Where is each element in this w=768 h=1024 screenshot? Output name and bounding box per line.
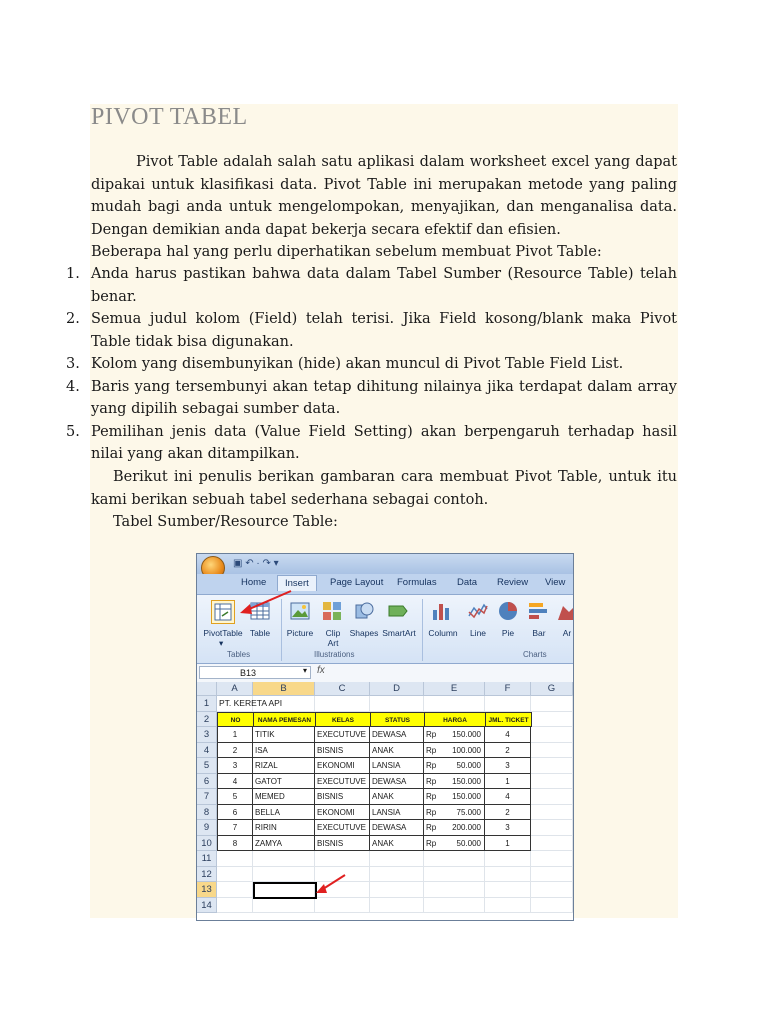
table-cell-name[interactable]: TITIK bbox=[253, 727, 315, 743]
list-number: 2. bbox=[66, 311, 80, 327]
row-header[interactable]: 10 bbox=[197, 836, 217, 852]
table-cell-class[interactable]: EXECUTUVE bbox=[315, 727, 370, 743]
table-cell-no[interactable]: 3 bbox=[217, 758, 253, 774]
list-number: 4. bbox=[66, 378, 80, 395]
table-cell-no[interactable]: 5 bbox=[217, 789, 253, 805]
price-value: 100.000 bbox=[452, 745, 481, 755]
table-header-cell[interactable]: STATUS bbox=[370, 712, 425, 728]
table-cell-no[interactable]: 1 bbox=[217, 727, 253, 743]
table-cell-class[interactable]: EXECUTUVE bbox=[315, 774, 370, 790]
table-cell-status[interactable]: DEWASA bbox=[370, 774, 424, 790]
group-tables-label: Tables bbox=[227, 650, 251, 659]
table-cell-tickets[interactable]: 4 bbox=[485, 727, 531, 743]
table-cell-no[interactable]: 2 bbox=[217, 743, 253, 759]
picture-button[interactable]: Picture bbox=[286, 628, 314, 638]
table-cell-name[interactable]: ISA bbox=[253, 743, 315, 759]
price-value: 150.000 bbox=[452, 792, 481, 801]
tab-formulas[interactable]: Formulas bbox=[397, 577, 437, 588]
row-header[interactable]: 1 bbox=[197, 696, 217, 712]
closing-paragraph: Berikut ini penulis berikan gambaran cara membuat Pivot Table, untuk itu kami berikan sebuah tabel sederhana sebagai contoh. bbox=[91, 469, 677, 508]
table-cell-no[interactable]: 4 bbox=[217, 774, 253, 790]
table-cell-no[interactable]: 7 bbox=[217, 820, 253, 836]
row-header[interactable]: 11 bbox=[197, 851, 217, 867]
currency-label: Rp bbox=[426, 761, 437, 770]
tab-page-layout[interactable]: Page Layout bbox=[330, 577, 384, 588]
row-header[interactable]: 8 bbox=[197, 805, 217, 821]
table-cell-class[interactable]: EKONOMI bbox=[315, 805, 370, 821]
table-cell-status[interactable]: DEWASA bbox=[370, 820, 424, 836]
row-header[interactable]: 2 bbox=[197, 712, 217, 728]
table-cell-class[interactable]: BISNIS bbox=[315, 836, 370, 852]
row-header[interactable]: 14 bbox=[197, 898, 217, 914]
price-value: 50.000 bbox=[456, 761, 481, 770]
table-button[interactable]: Table bbox=[249, 628, 271, 638]
table-caption: Tabel Sumber/Resource Table: bbox=[113, 514, 338, 530]
list-text: Anda harus pastikan bahwa data dalam Tabel Sumber (Resource Table) telah benar. bbox=[91, 266, 677, 305]
group-illustrations-label: Illustrations bbox=[314, 650, 355, 659]
currency-label: Rp bbox=[426, 792, 437, 801]
line-chart-button[interactable]: Line bbox=[469, 628, 487, 638]
tab-insert[interactable]: Insert bbox=[277, 575, 317, 591]
column-header[interactable]: E bbox=[424, 682, 485, 696]
document-title: PIVOT TABEL bbox=[91, 104, 248, 130]
table-cell-no[interactable]: 8 bbox=[217, 836, 253, 852]
table-cell-status[interactable]: ANAK bbox=[370, 743, 424, 759]
red-arrow-cell bbox=[323, 875, 345, 889]
table-cell-name[interactable]: RIRIN bbox=[253, 820, 315, 836]
table-header-cell[interactable]: KELAS bbox=[315, 712, 371, 728]
shapes-button[interactable]: Shapes bbox=[349, 628, 379, 638]
row-header[interactable]: 4 bbox=[197, 743, 217, 759]
column-header[interactable]: F bbox=[485, 682, 531, 696]
intro-paragraph: Pivot Table adalah salah satu aplikasi dalam worksheet excel yang dapat dipakai untuk klasifikasi data. Pivot Table ini merupakan metode yang paling mudah bagi anda untuk mengelompokan, menyajikan, dan menganalisa data. Dengan demikian anda dapat bekerja secara efektif dan efisien. bbox=[91, 154, 677, 238]
lead-paragraph: Beberapa hal yang perlu diperhatikan sebelum membuat Pivot Table: bbox=[91, 244, 602, 260]
price-value: 50.000 bbox=[456, 838, 481, 848]
list-text: Pemilihan jenis data (Value Field Setting) akan berpengaruh terhadap hasil nilai yang akan ditampilkan. bbox=[91, 423, 677, 462]
table-cell-status[interactable]: LANSIA bbox=[370, 758, 424, 774]
currency-label: Rp bbox=[426, 745, 437, 755]
arrow-head-icon bbox=[240, 604, 252, 614]
table-cell-tickets[interactable]: 3 bbox=[485, 758, 531, 774]
column-header[interactable]: A bbox=[217, 682, 253, 696]
company-name-cell[interactable]: PT. KERETA API bbox=[219, 698, 283, 708]
table-cell-class[interactable]: BISNIS bbox=[315, 789, 370, 805]
table-header-cell[interactable]: HARGA bbox=[424, 712, 486, 728]
list-text: Baris yang tersembunyi akan tetap dihitung nilainya jika terdapat dalam array yang dipilih sebagai sumber data. bbox=[91, 378, 677, 417]
tab-view[interactable]: View bbox=[545, 577, 566, 588]
currency-label: Rp bbox=[426, 838, 437, 848]
table-cell-tickets[interactable]: 4 bbox=[485, 789, 531, 805]
row-header[interactable]: 12 bbox=[197, 867, 217, 883]
table-cell-name[interactable]: ZAMYA bbox=[253, 836, 315, 852]
table-cell-name[interactable]: MEMED bbox=[253, 789, 315, 805]
currency-label: Rp bbox=[426, 823, 437, 832]
list-number: 5. bbox=[66, 423, 80, 440]
table-cell-name[interactable]: BELLA bbox=[253, 805, 315, 821]
table-header-cell[interactable]: NO bbox=[217, 712, 254, 728]
list-number: 1. bbox=[66, 266, 80, 282]
art-label: Art bbox=[327, 638, 339, 648]
table-cell-tickets[interactable]: 1 bbox=[485, 774, 531, 790]
tab-home[interactable]: Home bbox=[241, 577, 267, 588]
pivottable-button[interactable]: PivotTable bbox=[203, 628, 243, 638]
row-header[interactable]: 6 bbox=[197, 774, 217, 790]
table-cell-status[interactable]: ANAK bbox=[370, 836, 424, 852]
list-number: 3. bbox=[66, 356, 80, 372]
clip-label: Clip bbox=[325, 628, 341, 638]
row-header[interactable]: 13 bbox=[197, 882, 217, 898]
column-header[interactable]: G bbox=[531, 682, 573, 696]
price-value: 150.000 bbox=[452, 730, 481, 739]
table-cell-name[interactable]: GATOT bbox=[253, 774, 315, 790]
currency-label: Rp bbox=[426, 730, 437, 739]
price-value: 75.000 bbox=[456, 807, 481, 817]
table-cell-status[interactable]: LANSIA bbox=[370, 805, 424, 821]
column-header[interactable]: B bbox=[253, 682, 315, 696]
column-header[interactable]: C bbox=[315, 682, 370, 696]
table-cell-no[interactable]: 6 bbox=[217, 805, 253, 821]
table-cell-tickets[interactable]: 1 bbox=[485, 836, 531, 852]
column-chart-button[interactable]: Column bbox=[428, 628, 458, 638]
currency-label: Rp bbox=[426, 807, 437, 817]
table-cell-class[interactable]: EXECUTUVE bbox=[315, 820, 370, 836]
tab-data[interactable]: Data bbox=[457, 577, 478, 588]
fx-icon[interactable]: fx bbox=[317, 665, 325, 676]
tab-review[interactable]: Review bbox=[497, 577, 529, 588]
table-cell-class[interactable]: BISNIS bbox=[315, 743, 370, 759]
bar-chart-button[interactable]: Bar bbox=[532, 628, 546, 638]
name-box[interactable]: B13 bbox=[199, 666, 311, 679]
row-header[interactable]: 3 bbox=[197, 727, 217, 743]
table-cell-class[interactable]: EKONOMI bbox=[315, 758, 370, 774]
table-cell-tickets[interactable]: 2 bbox=[485, 743, 531, 759]
row-header[interactable]: 9 bbox=[197, 820, 217, 836]
smartart-button[interactable]: SmartArt bbox=[382, 628, 416, 638]
table-cell-tickets[interactable]: 3 bbox=[485, 820, 531, 836]
table-header-cell[interactable]: JML. TICKET bbox=[485, 712, 532, 728]
table-cell-tickets[interactable]: 2 bbox=[485, 805, 531, 821]
table-header-cell[interactable]: NAMA PEMESAN bbox=[253, 712, 316, 728]
list-text: Kolom yang disembunyikan (hide) akan muncul di Pivot Table Field List. bbox=[91, 356, 624, 372]
red-arrow-pivottable bbox=[247, 591, 291, 610]
currency-label: Rp bbox=[426, 776, 437, 786]
table-cell-status[interactable]: DEWASA bbox=[370, 727, 424, 743]
chevron-down-icon: ▾ bbox=[219, 638, 224, 648]
table-cell-name[interactable]: RIZAL bbox=[253, 758, 315, 774]
arrow-head-icon bbox=[316, 884, 327, 893]
column-header[interactable]: D bbox=[370, 682, 424, 696]
group-charts-label: Charts bbox=[523, 650, 547, 659]
area-chart-button[interactable]: Ar bbox=[562, 628, 572, 638]
table-cell-status[interactable]: ANAK bbox=[370, 789, 424, 805]
row-header[interactable]: 5 bbox=[197, 758, 217, 774]
price-value: 200.000 bbox=[452, 823, 481, 832]
chevron-down-icon[interactable]: ▾ bbox=[303, 666, 308, 675]
row-header[interactable]: 7 bbox=[197, 789, 217, 805]
quick-access-toolbar[interactable]: ▣ ↶ · ↷ ▾ bbox=[233, 558, 279, 569]
pie-chart-button[interactable]: Pie bbox=[501, 628, 515, 638]
price-value: 150.000 bbox=[452, 776, 481, 786]
list-text: Semua judul kolom (Field) telah terisi. Jika Field kosong/blank maka Pivot Table tidak bisa digunakan. bbox=[91, 311, 677, 350]
